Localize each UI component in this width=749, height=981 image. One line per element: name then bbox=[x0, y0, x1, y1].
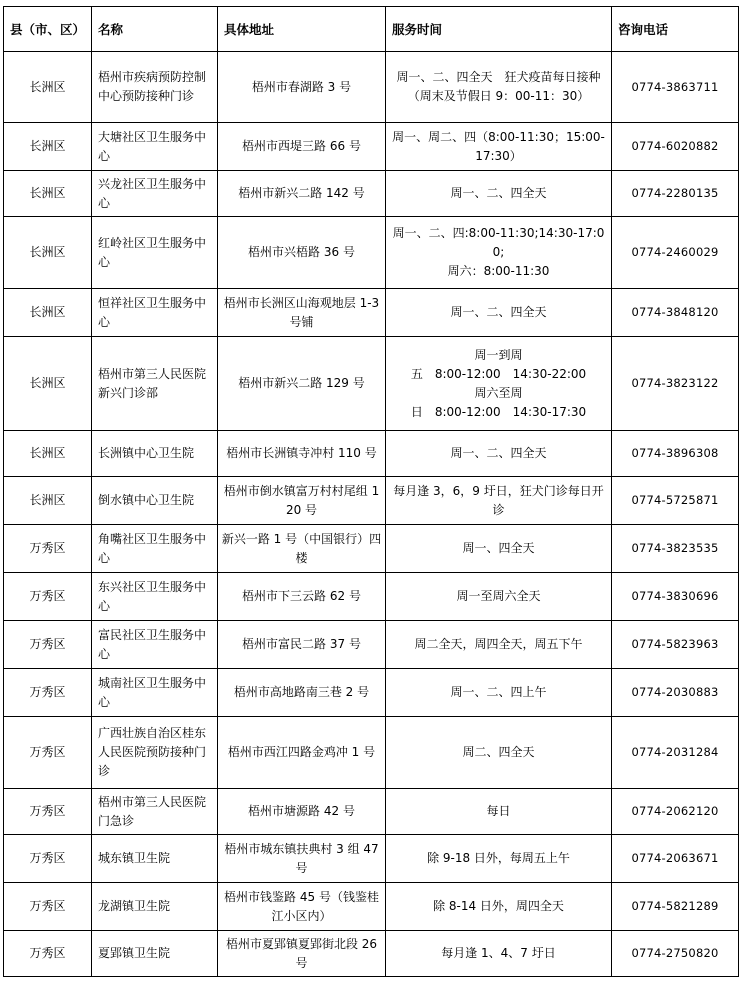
address-cell: 梧州市夏郢镇夏郢街北段 26 号 bbox=[218, 931, 386, 977]
service-hours-cell: 周一、二、四全天 bbox=[386, 171, 612, 217]
address-cell: 梧州市新兴二路 142 号 bbox=[218, 171, 386, 217]
district-cell: 万秀区 bbox=[4, 883, 92, 931]
service-hours-cell: 周一、二、四上午 bbox=[386, 669, 612, 717]
table-row bbox=[4, 123, 739, 171]
clinic-name-cell: 东兴社区卫生服务中心 bbox=[92, 573, 218, 621]
clinic-name-cell: 广西壮族自治区桂东人民医院预防接种门诊 bbox=[92, 717, 218, 789]
service-hours-cell: 每日 bbox=[386, 789, 612, 835]
table-row bbox=[4, 477, 739, 525]
address-cell: 梧州市西江四路金鸡冲 1 号 bbox=[218, 717, 386, 789]
district-cell: 万秀区 bbox=[4, 931, 92, 977]
phone-cell: 0774-5821289 bbox=[612, 883, 739, 931]
table-row bbox=[4, 431, 739, 477]
clinic-name-cell: 城东镇卫生院 bbox=[92, 835, 218, 883]
address-cell: 梧州市西堤三路 66 号 bbox=[218, 123, 386, 171]
table-row bbox=[4, 52, 739, 123]
address-cell: 梧州市倒水镇富万村村尾组 120 号 bbox=[218, 477, 386, 525]
clinic-name-cell: 兴龙社区卫生服务中心 bbox=[92, 171, 218, 217]
district-cell: 长洲区 bbox=[4, 52, 92, 123]
phone-cell: 0774-3863711 bbox=[612, 52, 739, 123]
district-cell: 长洲区 bbox=[4, 477, 92, 525]
phone-cell: 0774-5823963 bbox=[612, 621, 739, 669]
service-hours-cell: 周一、二、四全天 bbox=[386, 289, 612, 337]
clinic-name-cell: 大塘社区卫生服务中心 bbox=[92, 123, 218, 171]
header-row bbox=[4, 7, 739, 52]
district-cell: 万秀区 bbox=[4, 717, 92, 789]
district-cell: 万秀区 bbox=[4, 835, 92, 883]
address-cell: 梧州市塘源路 42 号 bbox=[218, 789, 386, 835]
table-row bbox=[4, 669, 739, 717]
service-hours-cell: 周一到周 五 8:00-12:00 14:30-22:00 周六至周 日 8:00-12:00 14:30-17:30 bbox=[386, 337, 612, 431]
service-hours-cell: 除 8-14 日外，周四全天 bbox=[386, 883, 612, 931]
address-cell: 新兴一路 1 号（中国银行）四楼 bbox=[218, 525, 386, 573]
clinic-name-cell: 红岭社区卫生服务中心 bbox=[92, 217, 218, 289]
phone-cell: 0774-3823122 bbox=[612, 337, 739, 431]
table-row bbox=[4, 525, 739, 573]
header-hours: 服务时间 bbox=[386, 7, 612, 52]
service-hours-cell: 周一、二、四全天 狂犬疫苗每日接种（周末及节假日 9：00-11：30） bbox=[386, 52, 612, 123]
phone-cell: 0774-2750820 bbox=[612, 931, 739, 977]
table-row bbox=[4, 789, 739, 835]
clinic-name-cell: 城南社区卫生服务中心 bbox=[92, 669, 218, 717]
header-address: 具体地址 bbox=[218, 7, 386, 52]
address-cell: 梧州市富民二路 37 号 bbox=[218, 621, 386, 669]
header-district: 县（市、区） bbox=[4, 7, 92, 52]
phone-cell: 0774-3823535 bbox=[612, 525, 739, 573]
service-hours-cell: 每月逢 1、4、7 圩日 bbox=[386, 931, 612, 977]
clinic-name-cell: 角嘴社区卫生服务中心 bbox=[92, 525, 218, 573]
district-cell: 长洲区 bbox=[4, 123, 92, 171]
service-hours-cell: 周二全天，周四全天，周五下午 bbox=[386, 621, 612, 669]
address-cell: 梧州市春湖路 3 号 bbox=[218, 52, 386, 123]
district-cell: 长洲区 bbox=[4, 289, 92, 337]
district-cell: 长洲区 bbox=[4, 217, 92, 289]
table-row bbox=[4, 573, 739, 621]
clinic-name-cell: 龙湖镇卫生院 bbox=[92, 883, 218, 931]
service-hours-cell: 周一、周二、四（8:00-11:30；15:00-17:30） bbox=[386, 123, 612, 171]
table-row bbox=[4, 835, 739, 883]
phone-cell: 0774-3896308 bbox=[612, 431, 739, 477]
table-row bbox=[4, 289, 739, 337]
service-hours-cell: 周一、二、四:8:00-11:30;14:30-17:00; 周六：8:00-11:30 bbox=[386, 217, 612, 289]
clinic-name-cell: 夏郢镇卫生院 bbox=[92, 931, 218, 977]
table-body bbox=[4, 52, 739, 977]
phone-cell: 0774-2030883 bbox=[612, 669, 739, 717]
phone-cell: 0774-5725871 bbox=[612, 477, 739, 525]
district-cell: 长洲区 bbox=[4, 171, 92, 217]
district-cell: 万秀区 bbox=[4, 621, 92, 669]
district-cell: 长洲区 bbox=[4, 431, 92, 477]
clinic-name-cell: 倒水镇中心卫生院 bbox=[92, 477, 218, 525]
address-cell: 梧州市兴梧路 36 号 bbox=[218, 217, 386, 289]
district-cell: 万秀区 bbox=[4, 789, 92, 835]
vaccination-clinic-table bbox=[3, 6, 739, 977]
address-cell: 梧州市钱鉴路 45 号（钱鉴桂江小区内） bbox=[218, 883, 386, 931]
district-cell: 万秀区 bbox=[4, 573, 92, 621]
clinic-table-container bbox=[3, 6, 739, 977]
district-cell: 万秀区 bbox=[4, 669, 92, 717]
phone-cell: 0774-2063671 bbox=[612, 835, 739, 883]
clinic-name-cell: 恒祥社区卫生服务中心 bbox=[92, 289, 218, 337]
service-hours-cell: 除 9-18 日外，每周五上午 bbox=[386, 835, 612, 883]
table-row bbox=[4, 621, 739, 669]
header-name: 名称 bbox=[92, 7, 218, 52]
district-cell: 长洲区 bbox=[4, 337, 92, 431]
phone-cell: 0774-2031284 bbox=[612, 717, 739, 789]
clinic-name-cell: 富民社区卫生服务中心 bbox=[92, 621, 218, 669]
service-hours-cell: 周一至周六全天 bbox=[386, 573, 612, 621]
clinic-name-cell: 梧州市第三人民医院门急诊 bbox=[92, 789, 218, 835]
address-cell: 梧州市新兴二路 129 号 bbox=[218, 337, 386, 431]
table-row bbox=[4, 883, 739, 931]
phone-cell: 0774-2062120 bbox=[612, 789, 739, 835]
table-row bbox=[4, 717, 739, 789]
table-row bbox=[4, 931, 739, 977]
clinic-name-cell: 梧州市第三人民医院新兴门诊部 bbox=[92, 337, 218, 431]
phone-cell: 0774-6020882 bbox=[612, 123, 739, 171]
service-hours-cell: 周一、四全天 bbox=[386, 525, 612, 573]
service-hours-cell: 周一、二、四全天 bbox=[386, 431, 612, 477]
table-row bbox=[4, 217, 739, 289]
phone-cell: 0774-3830696 bbox=[612, 573, 739, 621]
address-cell: 梧州市高地路南三巷 2 号 bbox=[218, 669, 386, 717]
address-cell: 梧州市城东镇扶典村 3 组 47 号 bbox=[218, 835, 386, 883]
phone-cell: 0774-3848120 bbox=[612, 289, 739, 337]
address-cell: 梧州市长洲区山海观地层 1-3 号铺 bbox=[218, 289, 386, 337]
clinic-name-cell: 梧州市疾病预防控制中心预防接种门诊 bbox=[92, 52, 218, 123]
district-cell: 万秀区 bbox=[4, 525, 92, 573]
table-row bbox=[4, 171, 739, 217]
header-phone: 咨询电话 bbox=[612, 7, 739, 52]
service-hours-cell: 周二、四全天 bbox=[386, 717, 612, 789]
phone-cell: 0774-2460029 bbox=[612, 217, 739, 289]
address-cell: 梧州市长洲镇寺冲村 110 号 bbox=[218, 431, 386, 477]
address-cell: 梧州市下三云路 62 号 bbox=[218, 573, 386, 621]
clinic-name-cell: 长洲镇中心卫生院 bbox=[92, 431, 218, 477]
phone-cell: 0774-2280135 bbox=[612, 171, 739, 217]
table-row bbox=[4, 337, 739, 431]
service-hours-cell: 每月逢 3，6，9 圩日，狂犬门诊每日开诊 bbox=[386, 477, 612, 525]
